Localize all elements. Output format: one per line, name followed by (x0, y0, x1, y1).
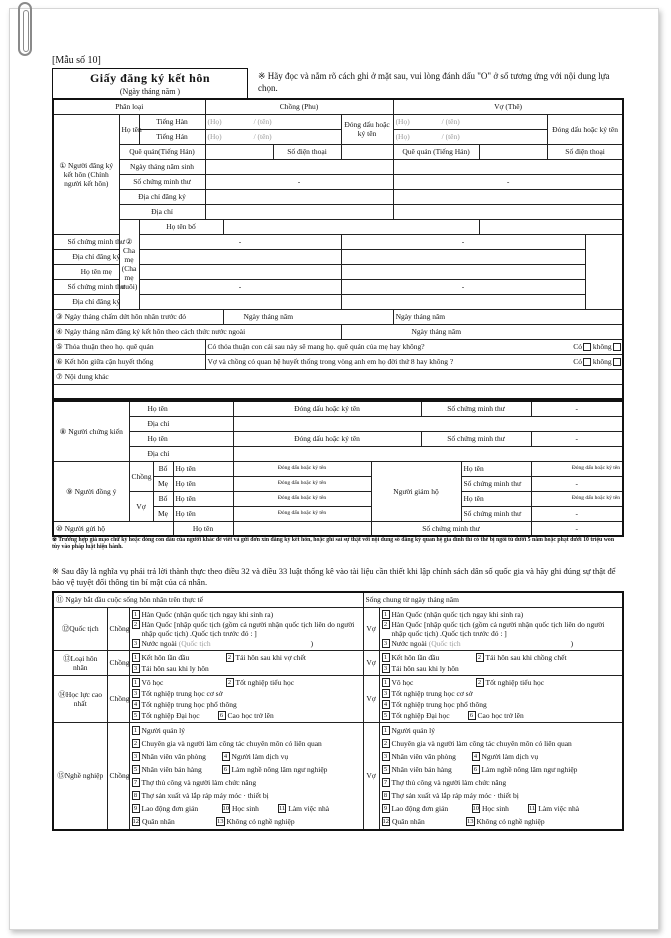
section-witness-label: ⑧ Người chứng kiến (53, 401, 129, 461)
mt-h-opt2[interactable]: 2 (226, 653, 234, 662)
mother-reg-addr-label: Địa chỉ đăng ký (53, 294, 139, 309)
nationality-label: ⑫Quốc tịch (53, 607, 107, 650)
guardian2-id-field[interactable]: - (531, 506, 623, 521)
wife-origin-label: Quê quán (Tiếng Hán) (393, 144, 479, 159)
occ-h-opt6[interactable]: 6 (222, 765, 230, 774)
husband-mother-addr-field[interactable] (139, 294, 341, 309)
reg-addr-label: Địa chỉ đăng ký (119, 189, 205, 204)
husband-phone-label: Số điện thoại (273, 144, 341, 159)
mother-id-label: Số chứng minh thư (53, 279, 139, 294)
proxy-name-field[interactable] (233, 521, 371, 536)
wife-father-field[interactable] (479, 219, 623, 234)
consent-h-father-name-label: Họ tên (173, 461, 233, 476)
occ-w-opt7[interactable]: 7 (382, 778, 390, 787)
husband-korean-name-field[interactable]: (Họ) / (tên) (205, 114, 341, 129)
husband-father-field[interactable] (223, 219, 479, 234)
husband-reg-addr-field[interactable] (205, 189, 393, 204)
nat-h-opt1[interactable]: 1 (132, 610, 140, 619)
section-consent-label: ⑨ Người đồng ý (53, 461, 129, 521)
guardian2-name-label: Họ tên (461, 491, 531, 506)
occ-w-opt5[interactable]: 5 (382, 765, 390, 774)
husband-father-addr-field[interactable] (139, 249, 341, 264)
wife-seal-field[interactable]: Đóng dấu hoặc ký tên (547, 114, 623, 144)
witness2-addr-label: Địa chỉ (129, 446, 233, 461)
witness1-name-label: Họ tên (129, 401, 233, 416)
husband-hanja-name-field[interactable]: (Họ) / (tên) (205, 129, 341, 144)
wife-marriage-type-options: 1 Kết hôn lần đầu 2 Tái hôn sau khi chồng chết 3 Tái hôn sau khi ly hôn (379, 650, 623, 675)
col-wife: Vợ (Thê) (393, 99, 623, 114)
proxy-id-field[interactable]: - (531, 521, 623, 536)
consent-w-mother-name-label: Họ tên (173, 506, 233, 521)
occ-w-opt11[interactable]: 11 (529, 804, 536, 812)
father-reg-addr-label: Địa chỉ đăng ký (53, 249, 139, 264)
other-content-field[interactable] (53, 384, 623, 399)
mt-h-opt1[interactable]: 1 (132, 653, 140, 662)
edu-w-opt5[interactable]: 5 (382, 711, 390, 720)
occ-h-opt3[interactable]: 3 (132, 752, 140, 761)
occ-w-opt10[interactable]: 10 (472, 804, 480, 812)
wife-father-addr-field[interactable] (341, 249, 585, 264)
nat-h-opt3[interactable]: 3 (132, 639, 140, 648)
marriage-type-wife-label: Vợ (363, 650, 379, 675)
mt-w-opt2[interactable]: 2 (476, 653, 484, 662)
statistics-table (52, 591, 624, 831)
occ-h-opt5[interactable]: 5 (132, 765, 140, 774)
consanguinity-question: Vợ và chồng có quan hệ huyết thống trong vòng anh em họ đời thứ 8 hay không ? Có không (205, 354, 623, 369)
consanguinity-no-checkbox[interactable] (613, 358, 621, 366)
name-label: Họ tên (119, 114, 139, 144)
section-parents-label: ② Cha mẹ (Cha mẹ nuôi) (119, 219, 139, 309)
cohabitation-date-field[interactable]: Sống chung từ ngày tháng năm (363, 592, 623, 607)
occ-w-opt1[interactable]: 1 (382, 726, 390, 735)
edu-h-opt4[interactable]: 4 (132, 700, 140, 709)
form-number: [Mẫu số 10] (52, 55, 101, 66)
father-label: Họ tên bố (139, 219, 223, 234)
nat-w-opt2[interactable]: 2 (382, 620, 390, 629)
wife-addr-field[interactable] (393, 204, 623, 219)
edu-w-opt4[interactable]: 4 (382, 700, 390, 709)
occ-h-opt10[interactable]: 10 (222, 804, 229, 812)
occupation-husband-label: Chồng (107, 722, 129, 830)
occ-w-opt8[interactable]: 8 (382, 791, 390, 800)
consent-w-father-seal[interactable]: Đóng dấu hoặc ký tên (233, 491, 371, 506)
witness1-id-field[interactable]: - (531, 401, 623, 416)
consent-father-label: Bố (153, 461, 173, 476)
occ-w-opt3[interactable]: 3 (382, 752, 390, 761)
consent-w-mother-label: Mẹ (153, 506, 173, 521)
edu-h-opt3[interactable]: 3 (132, 689, 140, 698)
consent-h-mother-name-label: Họ tên (173, 476, 233, 491)
guardian-label: Người giám hộ (371, 461, 461, 521)
occ-h-opt1[interactable]: 1 (132, 726, 140, 735)
witness2-id-label: Số chứng minh thư (421, 431, 531, 446)
witness1-addr-field[interactable] (233, 416, 623, 431)
witness-table (52, 400, 624, 537)
wife-mother-addr-field[interactable] (341, 294, 585, 309)
guardian1-name-label: Họ tên (461, 461, 531, 476)
consent-wife-label: Vợ (129, 491, 153, 521)
occ-w-opt6[interactable]: 6 (472, 765, 480, 774)
proxy-id-label: Số chứng minh thư (371, 521, 531, 536)
occ-h-opt9[interactable]: 9 (132, 804, 140, 813)
occ-h-opt4[interactable]: 4 (222, 752, 230, 761)
registration-table (52, 98, 624, 400)
consanguinity-label: ⑥ Kết hôn giữa cận huyết thống (53, 354, 205, 369)
husband-phone-field[interactable] (341, 144, 393, 159)
form-title: Giấy đăng ký kết hôn (89, 71, 211, 85)
col-category: Phân loại (53, 99, 205, 114)
proxy-submitter-label: ⑩ Người gửi hộ (53, 521, 173, 536)
consent-w-father-label: Bố (153, 491, 173, 506)
dob-label: Ngày tháng năm sinh (119, 159, 205, 174)
occ-w-opt13[interactable]: 13 (467, 817, 474, 825)
husband-nationality-options: 1 Hàn Quốc (nhận quốc tịch ngay khi sinh ra) 2 Hàn Quốc [nhập quốc tịch (gồm cả người nhận quốc tịch liên do người nhập quốc tịch) .Quốc tịch trước đó : ] 3 Nước ngoài (Quốc tịch ) (129, 607, 363, 650)
foreign-registration-label: ④ Ngày tháng năm đăng ký kết hôn theo cách thức nước ngoài (53, 324, 341, 339)
occupation-label: ⑮Nghề nghiệp (53, 722, 107, 830)
consent-mother-label: Mẹ (153, 476, 173, 491)
husband-father-id-field[interactable]: - (139, 234, 341, 249)
husband-mother-id-field[interactable]: - (139, 279, 341, 294)
nationality-husband-label: Chồng (107, 607, 129, 650)
consent-w-father-name-label: Họ tên (173, 491, 233, 506)
consent-husband-label: Chồng (129, 461, 153, 491)
occ-w-opt12[interactable]: 12 (382, 817, 390, 825)
wife-father-id-field[interactable]: - (341, 234, 585, 249)
husband-mother-field[interactable] (139, 264, 341, 279)
occ-h-opt8[interactable]: 8 (132, 791, 140, 800)
form-title-date: (Ngày tháng năm ) (119, 87, 181, 96)
marriage-type-label: ⑬Loại hôn nhân (53, 650, 107, 675)
wife-phone-label: Số điện thoại (547, 144, 623, 159)
col-husband: Chồng (Phu) (205, 99, 393, 114)
edu-w-opt6[interactable]: 6 (468, 711, 476, 720)
guardian1-id-label: Số chứng minh thư (461, 476, 531, 491)
guardian2-seal[interactable]: Đóng dấu hoặc ký tên (531, 491, 623, 506)
surname-agreement-label: ⑤ Thỏa thuận theo họ. quê quán (53, 339, 205, 354)
husband-occupation-options: 1 Người quản lý 2 Chuyên gia và người làm công tác chuyên môn có liên quan 3 Nhân viên văn phòng 4 Người làm dịch vụ 5 Nhân viên bán hàng 6 Làm nghề nông lâm ngư nghiệp 7 Thợ thủ công và người làm chức năng 8 Thợ sản xuất và lắp ráp máy móc · thiết bị 9 Lao động đơn giản 10 Học sinh 11 Làm việc nhà 12 Quân nhân 13 Không có nghề nghiệp (129, 722, 363, 830)
korean-label: Tiếng Hàn (139, 114, 205, 129)
edu-h-opt1[interactable]: 1 (132, 678, 140, 687)
wife-mother-field[interactable] (341, 264, 585, 279)
witness2-name-label: Họ tên (129, 431, 233, 446)
occ-h-opt13[interactable]: 13 (217, 817, 224, 825)
addr-label: Địa chỉ (119, 204, 205, 219)
edu-h-opt5[interactable]: 5 (132, 711, 140, 720)
education-label: ⑭Học lực cao nhất (53, 675, 107, 722)
edu-w-opt3[interactable]: 3 (382, 689, 390, 698)
nat-h-opt2[interactable]: 2 (132, 620, 140, 629)
instruction-notice: ※ Hãy đọc và nắm rõ cách ghi ở mặt sau, vui lòng đánh dấu "O" ở số tương ứng với nội dung lựa chọn. (258, 71, 610, 93)
guardian1-id-field[interactable]: - (531, 476, 623, 491)
wife-origin-field[interactable] (479, 144, 547, 159)
occ-w-opt9[interactable]: 9 (382, 804, 390, 813)
edu-w-opt2[interactable]: 2 (476, 678, 484, 687)
legal-warning: ※ Trường hợp giả mạo chữ ký hoặc đóng con dấu của người khác để viết và gửi đơn xin đăng ký kết hôn, hoặc ghi sai sự thật với nội dung sổ đăng ký quan hệ gia đình thì có thể bị ngồi tù dưới 5 năm hoặc phạt dưới 10 triệu won tùy vào pháp luật hiện hành. (52, 537, 615, 550)
wife-korean-name-field[interactable]: (Họ) / (tên) (393, 114, 547, 129)
guardian1-seal[interactable]: Đóng dấu hoặc ký tên (531, 461, 623, 476)
hanja-label: Tiếng Hán (139, 129, 205, 144)
husband-marriage-type-options: 1 Kết hôn lần đầu 2 Tái hôn sau khi vợ chết 3 Tái hôn sau khi ly hôn (129, 650, 363, 675)
other-content-label: ⑦ Nội dung khác (53, 369, 623, 384)
witness2-id-field[interactable]: - (531, 431, 623, 446)
consent-h-father-seal[interactable]: Đóng dấu hoặc ký tên (233, 461, 371, 476)
mt-h-opt3[interactable]: 3 (132, 664, 140, 673)
nat-w-opt1[interactable]: 1 (382, 610, 390, 619)
mt-w-opt3[interactable]: 3 (382, 664, 390, 673)
mother-label: Họ tên mẹ (53, 264, 139, 279)
father-id-label: Số chứng minh thư (53, 234, 139, 249)
wife-nationality-options: 1 Hàn Quốc (nhận quốc tịch ngay khi sinh ra) 2 Hàn Quốc [nhập quốc tịch (gồm cả người nhận quốc tịch liên do người nhập quốc tịch) .Quốc tịch trước đó : ] 3 Nước ngoài (Quốc tịch ) (379, 607, 623, 650)
guardian2-id-label: Số chứng minh thư (461, 506, 531, 521)
edu-h-opt2[interactable]: 2 (226, 678, 234, 687)
marriage-type-husband-label: Chồng (107, 650, 129, 675)
witness1-seal[interactable]: Đóng dấu hoặc ký tên (233, 401, 421, 416)
husband-seal-field[interactable]: Đóng dấu hoặc ký tên (341, 114, 393, 144)
statistics-notice: ※ Sau đây là nghĩa vụ phải trả lời thành thực theo điều 32 và điều 33 luật thống kê vào tài liệu cần thiết khi lập chính sách dân số quốc gia và hãy ghi đúng sự thật để bảo vệ tuyệt đối thông tin bí mật của cá nhân. (52, 566, 616, 587)
nationality-wife-label: Vợ (363, 607, 379, 650)
paperclip-icon (18, 2, 32, 56)
proxy-name-label: Họ tên (173, 521, 233, 536)
foreign-registration-date[interactable]: Ngày tháng năm (341, 324, 623, 339)
occ-h-opt12[interactable]: 12 (132, 817, 139, 825)
wife-dob-field[interactable] (393, 159, 623, 174)
consent-h-mother-seal[interactable]: Đóng dấu hoặc ký tên (233, 476, 371, 491)
occ-w-opt4[interactable]: 4 (472, 752, 480, 761)
witness2-addr-field[interactable] (233, 446, 623, 461)
wife-reg-addr-field[interactable] (393, 189, 623, 204)
surname-agreement-question: Có thỏa thuận con cái sau này sẽ mang họ. quê quán của mẹ hay không? Có không (205, 339, 623, 354)
husband-prev-end-date[interactable]: Ngày tháng năm (223, 309, 393, 324)
form-title-box (52, 68, 248, 100)
occ-h-opt11[interactable]: 11 (279, 804, 286, 812)
edu-w-opt1[interactable]: 1 (382, 678, 390, 687)
education-wife-label: Vợ (363, 675, 379, 722)
nat-w-opt3[interactable]: 3 (382, 639, 390, 648)
wife-mother-id-field[interactable]: - (341, 279, 585, 294)
edu-h-opt6[interactable]: 6 (218, 711, 226, 720)
prev-marriage-end-label: ③ Ngày tháng chấm dứt hôn nhân trước đó (53, 309, 223, 324)
cohabitation-start-label: ⑪ Ngày bắt đầu cuộc sống hôn nhân trên thực tế (53, 592, 363, 607)
wife-education-options: 1 Vô học 2 Tốt nghiệp tiểu học 3 Tốt nghiệp trung học cơ sở 4 Tốt nghiệp trung học phổ thông 5 Tốt nghiệp Đại học 6 Cao học trở lên (379, 675, 623, 722)
wife-id-field[interactable]: - (393, 174, 623, 189)
consent-w-mother-seal[interactable]: Đóng dấu hoặc ký tên (233, 506, 371, 521)
occ-h-opt7[interactable]: 7 (132, 778, 140, 787)
consanguinity-yes-checkbox[interactable] (583, 358, 591, 366)
witness1-addr-label: Địa chỉ (129, 416, 233, 431)
wife-hanja-name-field[interactable]: (Họ) / (tên) (393, 129, 547, 144)
husband-origin-label: Quê quán(Tiếng Hán) (119, 144, 205, 159)
husband-origin-field[interactable] (205, 144, 273, 159)
mt-w-opt1[interactable]: 1 (382, 653, 390, 662)
id-label: Số chứng minh thư (119, 174, 205, 189)
section-applicant-label: ① Người đăng ký kết hôn (Chính người kết hôn) (53, 114, 119, 234)
husband-dob-field[interactable] (205, 159, 393, 174)
wife-prev-end-date[interactable]: Ngày tháng năm (393, 309, 623, 324)
husband-education-options: 1 Vô học 2 Tốt nghiệp tiểu học 3 Tốt nghiệp trung học cơ sở 4 Tốt nghiệp trung học phổ thông 5 Tốt nghiệp Đại học 6 Cao học trở lên (129, 675, 363, 722)
witness1-id-label: Số chứng minh thư (421, 401, 531, 416)
occupation-wife-label: Vợ (363, 722, 379, 830)
surname-no-checkbox[interactable] (613, 343, 621, 351)
husband-id-field[interactable]: - (205, 174, 393, 189)
occ-h-opt2[interactable]: 2 (132, 739, 140, 748)
education-husband-label: Chồng (107, 675, 129, 722)
witness2-seal[interactable]: Đóng dấu hoặc ký tên (233, 431, 421, 446)
wife-occupation-options: 1 Người quản lý 2 Chuyên gia và người làm công tác chuyên môn có liên quan 3 Nhân viên văn phòng 4 Người làm dịch vụ 5 Nhân viên bán hàng 6 Làm nghề nông lâm ngư nghiệp 7 Thợ thủ công và người làm chức năng 8 Thợ sản xuất và lắp ráp máy móc · thiết bị 9 Lao động đơn giản 10 Học sinh 11 Làm việc nhà 12 Quân nhân 13 Không có nghề nghiệp (379, 722, 623, 830)
surname-yes-checkbox[interactable] (583, 343, 591, 351)
husband-addr-field[interactable] (205, 204, 393, 219)
occ-w-opt2[interactable]: 2 (382, 739, 390, 748)
